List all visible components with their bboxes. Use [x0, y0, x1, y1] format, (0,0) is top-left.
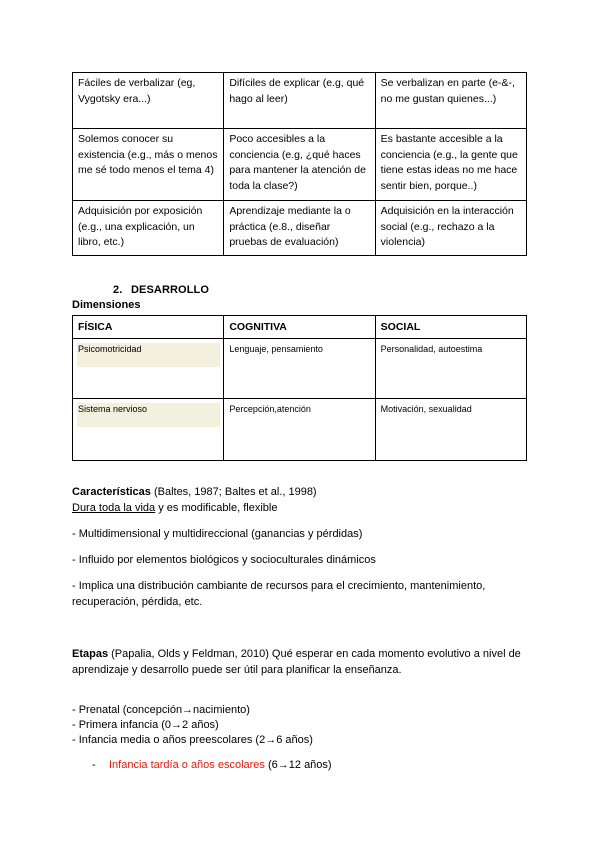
table-row [73, 201, 527, 256]
section-heading [113, 283, 209, 299]
table-cell: Solemos conocer su existencia (e.g., más o menos me sé todo menos el tema 4) [73, 129, 224, 201]
dimensions-table [72, 315, 527, 461]
list-item-continuation: recuperación, pérdida, etc. [72, 596, 203, 608]
table-cell: Aprendizaje mediante la o práctica (e.8., diseñar pruebas de evaluación) [224, 201, 375, 256]
table-cell: Es bastante accesible a la conciencia (e.g., la gente que tiene estas ideas no me hace sentir bien, porque..) [375, 129, 526, 201]
stages-heading [72, 646, 521, 662]
highlighted-list-item [92, 758, 332, 774]
list-item: - Multidimensional y multidireccional (ganancias y pérdidas) [72, 528, 363, 540]
highlighted-cell-text: Psicomotricidad [77, 343, 220, 367]
cell-text: Lenguaje, pensamiento [229, 344, 323, 355]
underlined-phrase: Dura toda la vida [72, 502, 156, 514]
section-title: DESARROLLO [131, 284, 209, 296]
table-cell: Adquisición en la interacción social (e.g., rechazo a la violencia) [375, 201, 526, 256]
table-cell [224, 339, 375, 399]
table-cell [73, 399, 224, 461]
knowledge-types-table [72, 72, 527, 256]
cell-text: Motivación, sexualidad [380, 404, 472, 415]
cell-text: Percepción,atención [229, 404, 311, 415]
characteristics-line [72, 500, 277, 516]
table-row [73, 73, 527, 129]
stages-text: (Papalia, Olds y Feldman, 2010) Qué esperar en cada momento evolutivo a nivel de [108, 648, 521, 660]
section-number: 2. [113, 284, 123, 296]
table-cell: Se verbalizan en parte (e-&-, no me gustan quienes...) [375, 73, 526, 129]
list-item: - Influido por elementos biológicos y socioculturales dinámicos [72, 554, 376, 566]
stages-text-line: aprendizaje y desarrollo puede ser útil para planificar la enseñanza. [72, 664, 402, 676]
column-header-social: SOCIAL [375, 316, 526, 339]
highlighted-cell-text: Sistema nervioso [77, 403, 220, 427]
table-cell [375, 399, 526, 461]
table-cell [73, 339, 224, 399]
cell-text: Personalidad, autoestima [380, 344, 483, 355]
list-item: - Prenatal (concepción→nacimiento) [72, 704, 250, 716]
table-cell: Difíciles de explicar (e.g, qué hago al leer) [224, 73, 375, 129]
column-header-fisica: FÍSICA [73, 316, 224, 339]
column-header-cognitiva: COGNITIVA [224, 316, 375, 339]
table-cell: Adquisición por exposición (e.g., una explicación, un libro, etc.) [73, 201, 224, 256]
highlighted-stage-range: (6→12 años) [264, 759, 332, 771]
list-item: - Implica una distribución cambiante de recursos para el crecimiento, mantenimiento, [72, 580, 486, 592]
table-cell [375, 339, 526, 399]
characteristics-line-rest: y es modificable, flexible [155, 502, 278, 514]
table-cell: Poco accesibles a la conciencia (e.g, ¿qué haces para mantener la atención de toda la clase?) [224, 129, 375, 201]
table-cell [224, 399, 375, 461]
table-row [73, 129, 527, 201]
dimensions-heading: Dimensiones [72, 299, 141, 311]
table-cell: Fáciles de verbalizar (eg, Vygotsky era...) [73, 73, 224, 129]
table-row [73, 399, 527, 461]
characteristics-heading [72, 484, 317, 500]
table-row [73, 339, 527, 399]
list-dash: - [92, 759, 96, 771]
highlighted-stage: Infancia tardía o años escolares [109, 759, 265, 771]
table-header-row [73, 316, 527, 339]
list-item: - Primera infancia (0→2 años) [72, 719, 219, 731]
list-item: - Infancia media o años preescolares (2→6 años) [72, 734, 313, 746]
characteristics-citation: (Baltes, 1987; Baltes et al., 1998) [150, 486, 317, 498]
characteristics-title: Características [72, 486, 151, 498]
stages-title: Etapas [72, 648, 109, 660]
